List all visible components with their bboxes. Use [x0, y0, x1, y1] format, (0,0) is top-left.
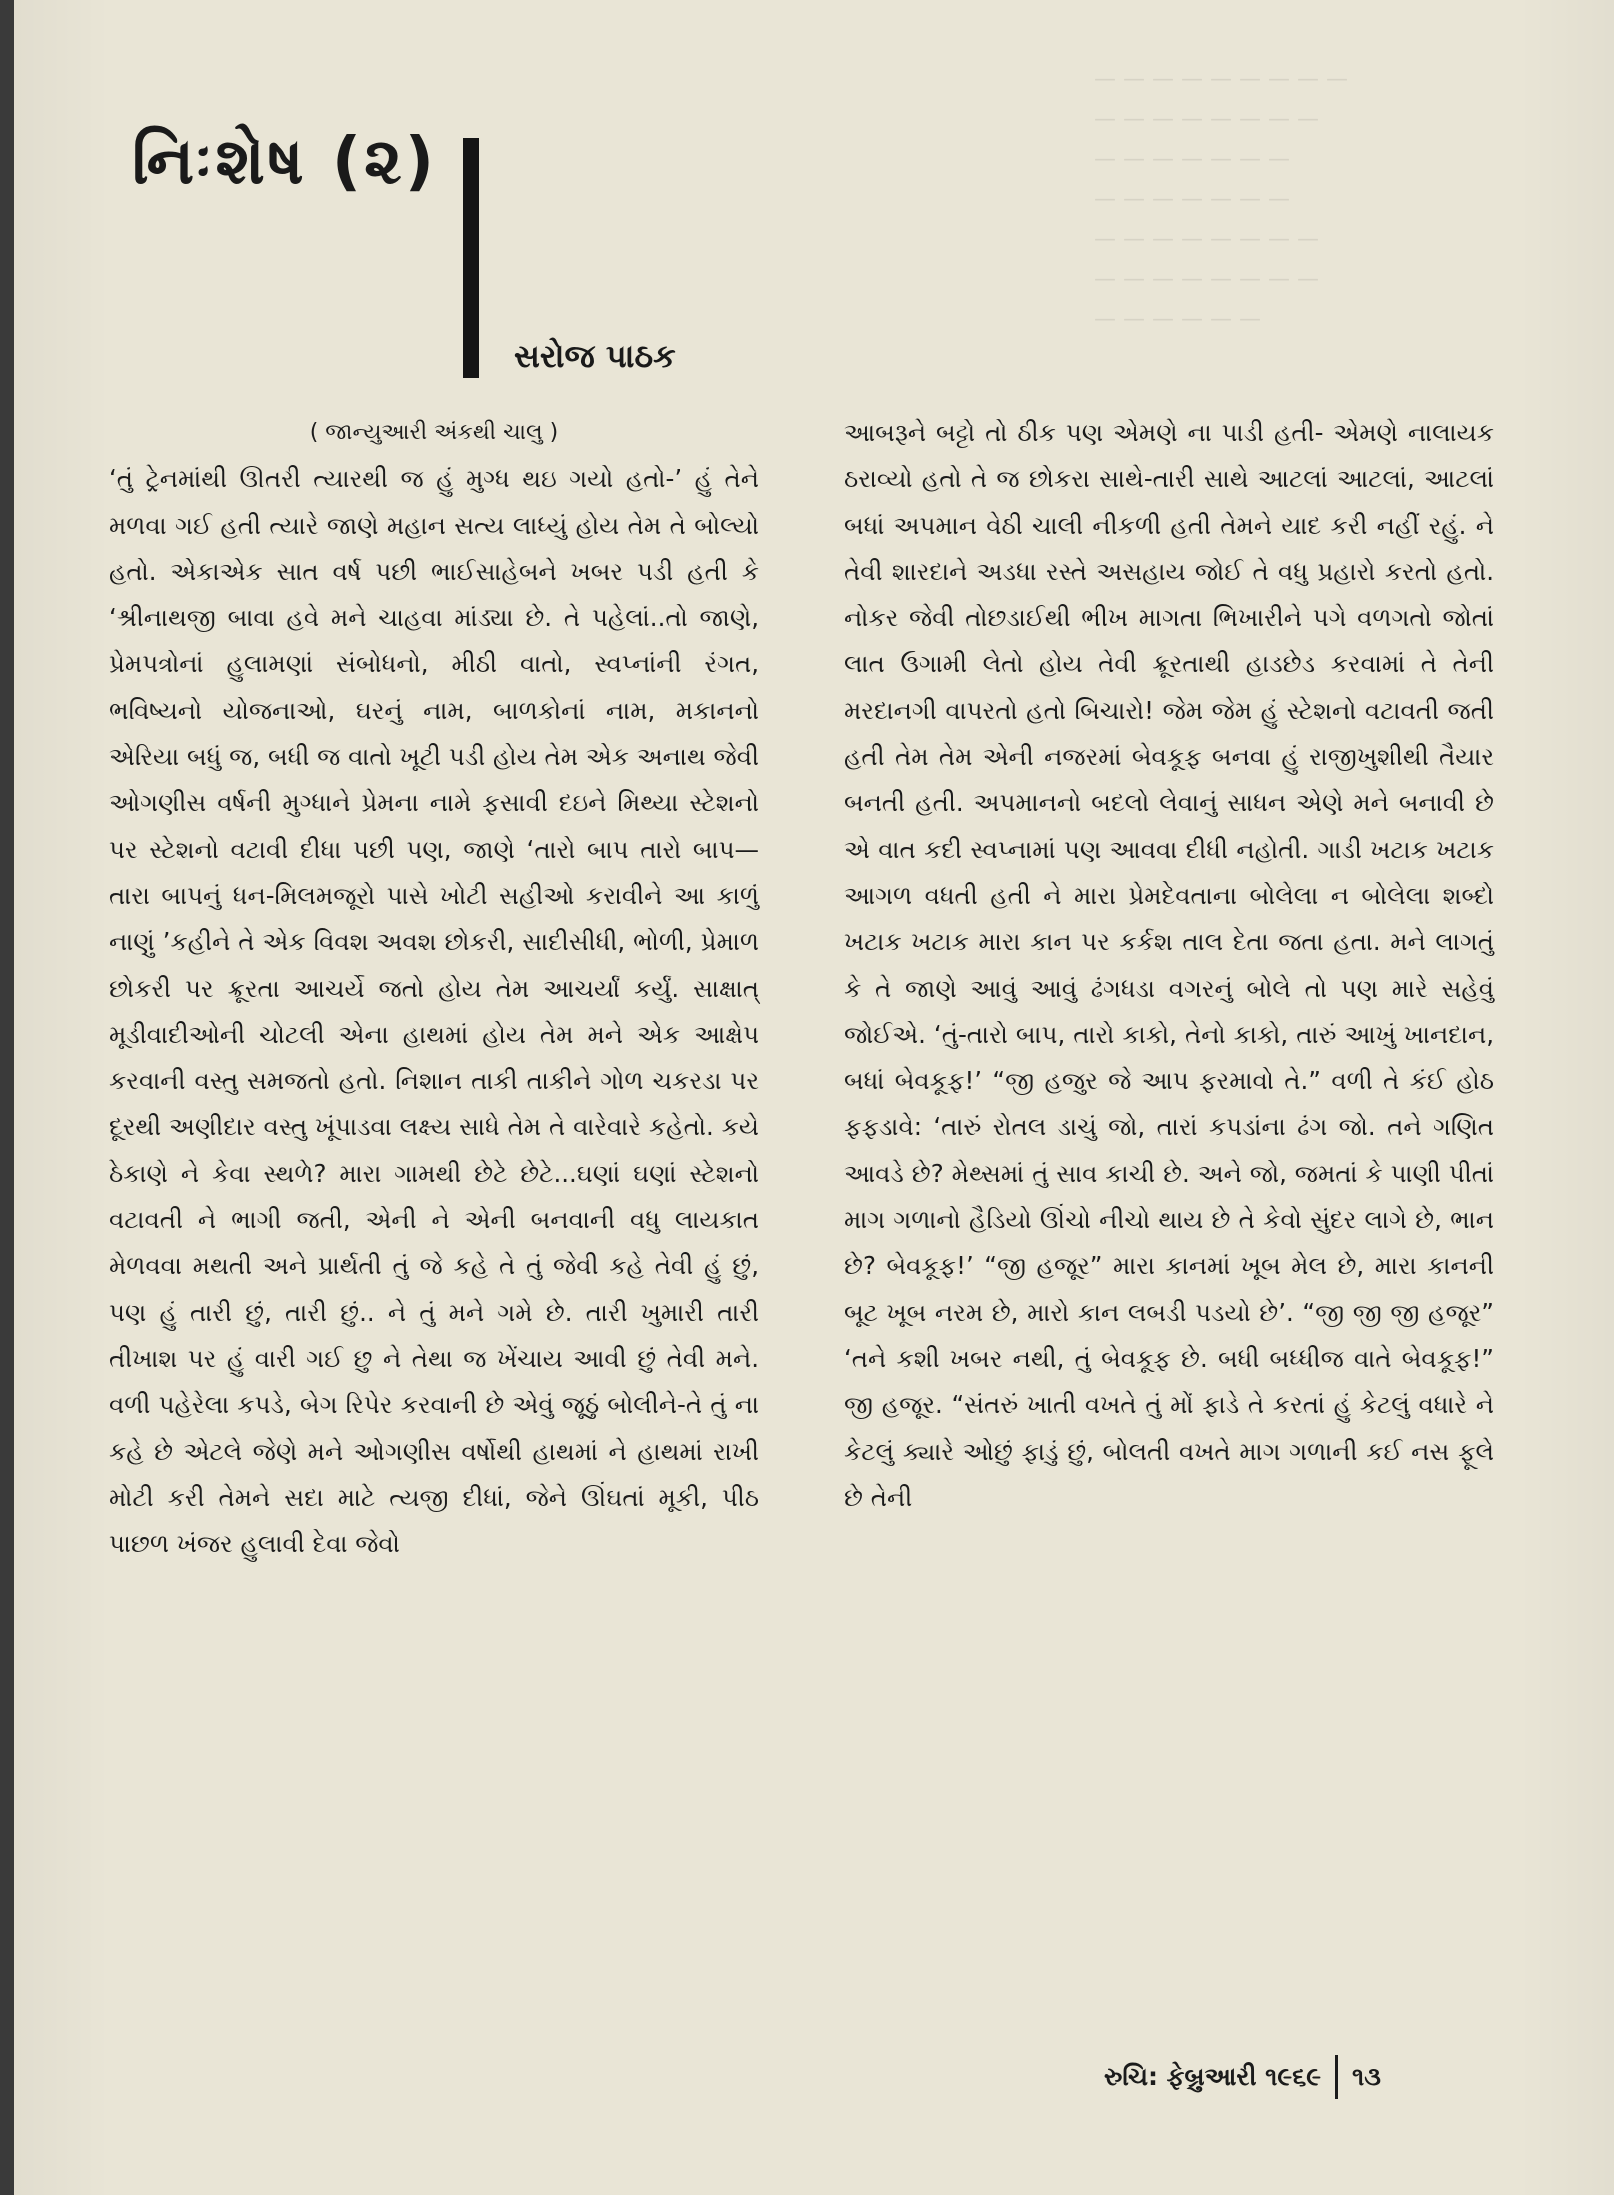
- footer-magazine-date: રુચિ: ફેબ્રુઆરી ૧૯૬૯: [1104, 2062, 1322, 2091]
- page-footer: [1104, 2055, 1381, 2099]
- article-author: સરોજ પાઠક: [514, 337, 676, 375]
- page-number: ૧૩: [1352, 2062, 1381, 2091]
- article-title: નિઃશેષ (૨): [132, 125, 437, 199]
- bleed-line: — — — — — —: [1094, 307, 1261, 332]
- text-column-left: [109, 410, 759, 1567]
- bleed-line: — — — — — — — — —: [1094, 67, 1348, 92]
- bleed-line: — — — — — — —: [1094, 187, 1290, 212]
- text-column-right: [844, 410, 1494, 1521]
- magazine-page: [14, 0, 1614, 2195]
- bleed-through-text: [1094, 0, 1614, 380]
- bleed-line: — — — — — — — —: [1094, 227, 1319, 252]
- column-right-text: આબરૂને બટ્ટો તો ઠીક પણ એમણે ના પાડી હતી- એમણે નાલાયક ઠરાવ્યો હતો તે જ છોકરા સાથે-તારી સાથે આટલાં આટલાં, આટલાં બધાં અપમાન વેઠી ચાલી નીકળી હતી તેમને યાદ કરી નહીં રહું. ને તેવી શારદાને અડધા રસ્તે અસહાય જોઈ તે વધુ પ્રહારો કરતો હતો. નોકર જેવી તોછડાઈથી ભીખ માગતા ભિખારીને પગે વળગતો જોતાં લાત ઉગામી લેતો હોય તેવી ક્રૂરતાથી હાડછેડ કરવામાં તે તેની મરદાનગી વાપરતો હતો બિચારો! જેમ જેમ હું સ્ટેશનો વટાવતી જતી હતી તેમ તેમ એની નજરમાં બેવકૂફ બનવા હું રાજીખુશીથી તૈયાર બનતી હતી. અપમાનનો બદલો લેવાનું સાધન એણે મને બનાવી છે એ વાત કદી સ્વપ્નામાં પણ આવવા દીધી નહોતી. ગાડી ખટાક ખટાક આગળ વધતી હતી ને મારા પ્રેમદેવતાના બોલેલા ન બોલેલા શબ્દો ખટાક ખટાક મારા કાન પર કર્કશ તાલ દેતા જતા હતા. મને લાગતું કે તે જાણે આવું આવું ઢંગધડા વગરનું બોલે તો પણ મારે સહેવું જોઈએ. ‘તું-તારો બાપ, તારો કાકો, તેનો કાકો, તારું આખું ખાનદાન, બધાં બેવકૂફ!’ “જી હજુર જે આપ ફરમાવો તે.” વળી તે કંઈ હોઠ ફફડાવે: ‘તારું રોતલ ડાચું જો, તારાં કપડાંના ઢંગ જો. તને ગણિત આવડે છે? મેથ્સમાં તું સાવ કાચી છે. અને જો, જમતાં કે પાણી પીતાં માગ ગળાનો હૈડિયો ઊંચો નીચો થાય છે તે કેવો સુંદર લાગે છે, ભાન છે? બેવકૂફ!’ “જી હજૂર” મારા કાનમાં ખૂબ મેલ છે, મારા કાનની બૂટ ખૂબ નરમ છે, મારો કાન લબડી પડયો છે’. “જી જી જી હજૂર” ‘તને કશી ખબર નથી, તું બેવકૂફ છે. બધી બધ્ધીજ વાતે બેવકૂફ!” જી હજૂર. “સંતરું ખાતી વખતે તું મોં ફાડે તે કરતાં હું કેટલું વધારે ને કેટલું ક્યારે ઓછું ફાડું છું, બોલતી વખતે માગ ગળાની કઈ નસ ફૂલે છે તેની: [844, 418, 1494, 1512]
- column-left-text: ‘તું ટ્રેનમાંથી ઊતરી ત્યારથી જ હું મુગ્ધ થઇ ગયો હતો-’ હું તેને મળવા ગઈ હતી ત્યારે જાણે મહાન સત્ય લાધ્યું હોય તેમ તે બોલ્યો હતો. એકાએક સાત વર્ષ પછી ભાઈસાહેબને ખબર પડી હતી કે ‘શ્રીનાથજી બાવા હવે મને ચાહવા માંડ્યા છે. તે પહેલાં..તો જાણે, પ્રેમપત્રોનાં હુલામણાં સંબોધનો, મીઠી વાતો, સ્વપ્નાંની રંગત, ભવિષ્યનો યોજનાઓ, ઘરનું નામ, બાળકોનાં નામ, મકાનનો એરિયા બધું જ, બધી જ વાતો ખૂટી પડી હોય તેમ એક અનાથ જેવી ઓગણીસ વર્ષની મુગ્ધાને પ્રેમના નામે ફસાવી દઇને મિથ્યા સ્ટેશનો પર સ્ટેશનો વટાવી દીધા પછી પણ, જાણે ‘તારો બાપ તારો બાપ—તારા બાપનું ધન-મિલમજૂરો પાસે ખોટી સહીઓ કરાવીને આ કાળું નાણું ’કહીને તે એક વિવશ અવશ છોકરી, સાદીસીધી, ભોળી, પ્રેમાળ છોકરી પર ક્રૂરતા આચર્યે જતો હોય તેમ આચર્યાં કર્યું. સાક્ષાત્ મૂડીવાદીઓની ચોટલી એના હાથમાં હોય તેમ મને એક આક્ષેપ કરવાની વસ્તુ સમજતો હતો. નિશાન તાકી તાકીને ગોળ ચકરડા પર દૂરથી અણીદાર વસ્તુ ખૂંપાડવા લક્ષ્ય સાધે તેમ તે વારેવારે કહેતો. કયે ઠેકાણે ને કેવા સ્થળે? મારા ગામથી છેટે છેટે...ઘણાં ઘણાં સ્ટેશનો વટાવતી ને ભાગી જતી, એની ને એની બનવાની વધુ લાયકાત મેળવવા મથતી અને પ્રાર્થતી તું જે કહે તે તું જેવી કહે તેવી હું છું, પણ હું તારી છું, તારી છું.. ને તું મને ગમે છે. તારી ખુમારી તારી તીખાશ પર હું વારી ગઈ છુ ને તેથા જ ખેંચાય આવી છું તેવી મને. વળી પહેરેલા કપડે, બેગ રિપેર કરવાની છે એવું જૂઠું બોલીને-તે તું ના કહે છે એટલે જેણે મને ઓગણીસ વર્ષોથી હાથમાં ને હાથમાં રાખી મોટી કરી તેમને સદા માટે ત્યજી દીધાં, જેને ઊંઘતાં મૂકી, પીઠ પાછળ ખંજર હુલાવી દેવા જેવો: [109, 464, 759, 1559]
- bleed-line: — — — — — — — —: [1094, 267, 1319, 292]
- bleed-line: — — — — — — — —: [1094, 107, 1319, 132]
- title-divider-bar: [463, 138, 479, 378]
- bleed-line: — — — — — — —: [1094, 147, 1290, 172]
- footer-divider: [1335, 2055, 1338, 2099]
- continuation-note: ( જાન્યુઆરી અંકથી ચાલુ ): [309, 420, 559, 445]
